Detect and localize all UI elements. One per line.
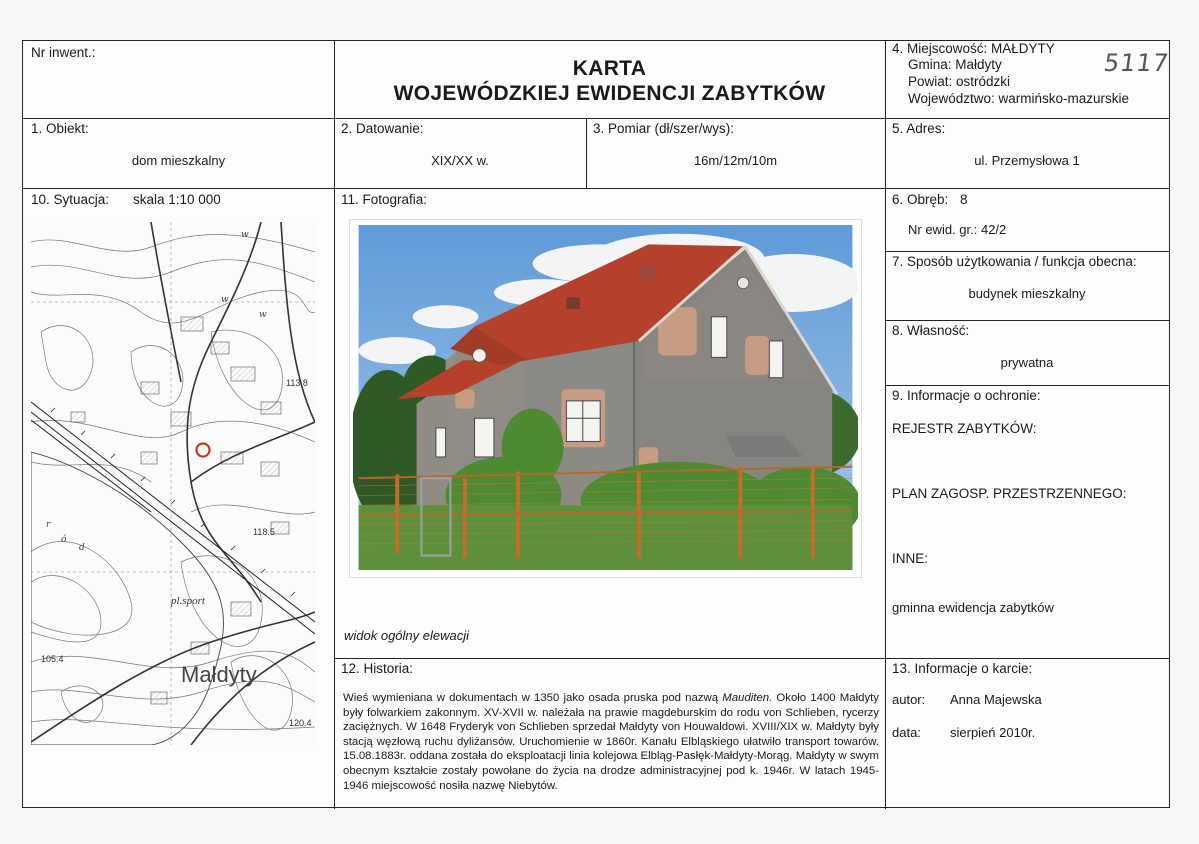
- wlasnosc-value: prywatna: [1000, 355, 1054, 370]
- photo-caption: widok ogólny elewacji: [344, 628, 470, 643]
- obreb-value: 8: [960, 192, 968, 207]
- inne-label: INNE:: [892, 551, 929, 566]
- svg-text:w: w: [259, 310, 267, 320]
- datowanie-label: 2. Datowanie:: [341, 121, 424, 136]
- obreb-label: 6. Obręb:: [892, 192, 949, 207]
- ochrona-label: 9. Informacje o ochronie:: [892, 388, 1041, 403]
- divider: [23, 188, 1169, 189]
- svg-text:w: w: [221, 295, 229, 305]
- situation-map: [31, 222, 315, 745]
- pomiar-label: 3. Pomiar (dł/szer/wys):: [593, 121, 735, 136]
- powiat-label: Powiat: ostródzki: [908, 74, 1011, 89]
- nr-inwent-label: Nr inwent.:: [31, 45, 96, 60]
- locality-label: 4. Miejscowość: MAŁDYTY: [892, 41, 1055, 56]
- map-elevation: 105.4: [41, 654, 64, 664]
- card-title: KARTA: [572, 57, 647, 80]
- nr-ewid-label: Nr ewid. gr.: 42/2: [908, 222, 1007, 237]
- historia-text: [343, 691, 879, 793]
- data-value: sierpień 2010r.: [950, 725, 1036, 740]
- autor-label: autor:: [892, 692, 926, 707]
- gmina-label: Gmina: Małdyty: [908, 57, 1002, 72]
- divider: [23, 118, 1169, 119]
- historia-label: 12. Historia:: [341, 661, 414, 676]
- svg-text:ó: ó: [61, 535, 67, 545]
- map-elevation: 113.8: [286, 378, 308, 388]
- map-sport-label: pl.sport: [171, 595, 205, 607]
- map-town-label: Małdyty: [181, 662, 257, 687]
- handwritten-number: 5117: [1102, 49, 1172, 77]
- svg-text:w: w: [241, 230, 249, 240]
- divider: [885, 251, 1169, 252]
- obiekt-label: 1. Obiekt:: [31, 121, 89, 136]
- pomiar-value: 16m/12m/10m: [693, 153, 778, 168]
- sposob-value: budynek mieszkalny: [968, 286, 1086, 301]
- obiekt-value: dom mieszkalny: [131, 153, 226, 168]
- scale-label: skala 1:10 000: [133, 192, 221, 207]
- karta-info-label: 13. Informacje o karcie:: [892, 661, 1033, 676]
- datowanie-value: XIX/XX w.: [431, 153, 489, 168]
- wlasnosc-label: 8. Własność:: [892, 323, 970, 338]
- sposob-label: 7. Sposób użytkowania / funkcja obecna:: [892, 254, 1137, 269]
- map-elevation: 120.4: [289, 718, 312, 728]
- plan-label: PLAN ZAGOSP. PRZESTRZENNEGO:: [892, 486, 1127, 501]
- historia-text-part: Wieś wymieniana w dokumentach w 1350 jako osada pruska pod nazwą: [343, 692, 723, 704]
- rejestr-label: REJESTR ZABYTKÓW:: [892, 421, 1037, 436]
- data-label: data:: [892, 725, 921, 740]
- svg-text:r: r: [46, 520, 51, 530]
- fotografia-label: 11. Fotografia:: [341, 192, 428, 207]
- divider: [885, 385, 1169, 386]
- sytuacja-label: 10. Sytuacja:: [31, 192, 110, 207]
- historia-text-italic: Mauditen.: [722, 692, 773, 704]
- divider: [334, 658, 1169, 659]
- adres-label: 5. Adres:: [892, 121, 946, 136]
- record-card: [22, 40, 1170, 808]
- map-elevation: 118.5: [253, 527, 275, 537]
- historia-text-part: Około 1400 Małdyty były folwarkiem zakonnym. XV-XVII w. należała na prawie magdeburskim do rodu von Schlieben, rycerzy zaciężnych. W 1648 Fryderyk von Schlieben sprzedał Małdyty von Houwaldowi. XVIII/XIX w. Małdyty były stacją węzłową ruchu dyliżansów. Uruchomienie w 1860r. Kanału Elbląskiego ułatwiło transport towarów. 15.08.1883r. oddana została do eksploatacji linia kolejowa Elbląg-Pasłęk-Małdyty-Morąg. Małdyty w swym obecnym kształcie zostały powołane do życia na drodze administracyjnej pod k. 1946r. W latach 1945-1946 miejscowość nosiła nazwę Niebytów.: [343, 692, 880, 792]
- svg-text:d: d: [79, 543, 85, 553]
- gminna-ewidencja: gminna ewidencja zabytków: [892, 600, 1054, 615]
- autor-value: Anna Majewska: [950, 692, 1042, 707]
- card-title: WOJEWÓDZKIEJ EWIDENCJI ZABYTKÓW: [393, 82, 826, 105]
- wojewodztwo-label: Województwo: warmińsko-mazurskie: [908, 91, 1130, 106]
- building-photo: [350, 220, 861, 577]
- adres-value: ul. Przemysłowa 1: [974, 153, 1080, 168]
- divider: [885, 320, 1169, 321]
